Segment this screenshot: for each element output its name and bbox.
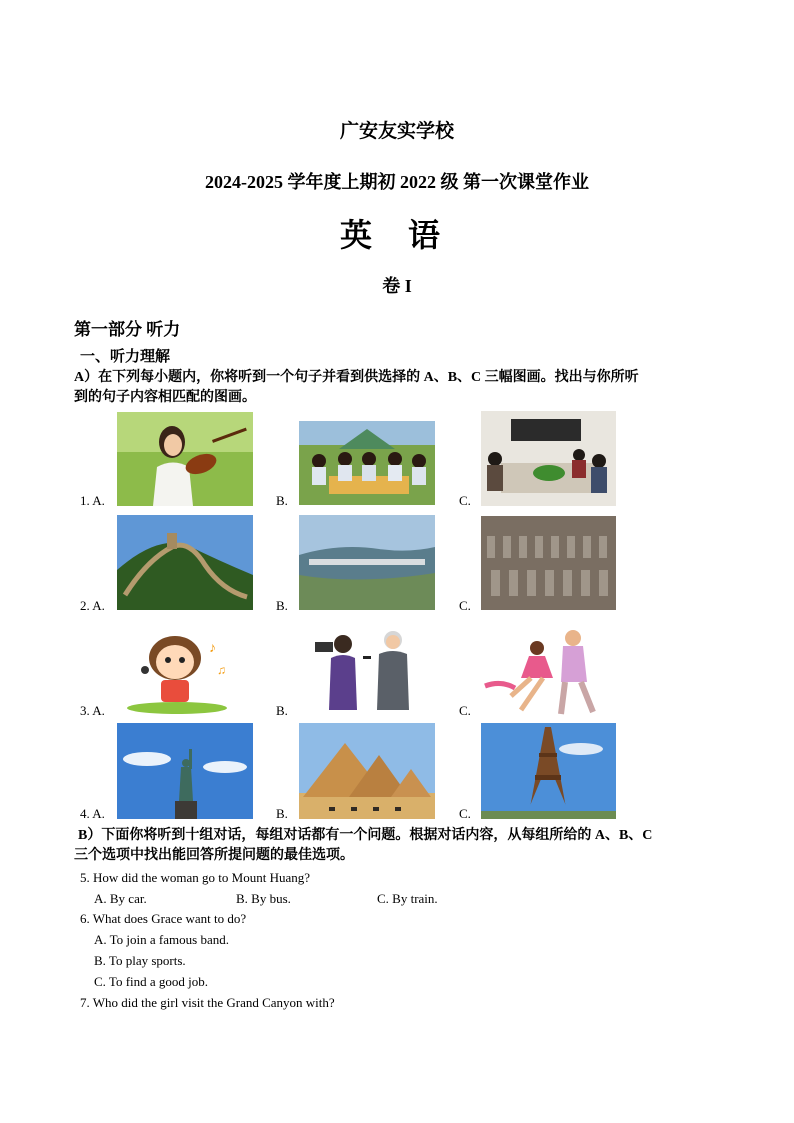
subject-title: 英 语 — [339, 217, 454, 253]
partB-instruction-1: B）下面你将听到十组对话，每组对话都有一个问题。根据对话内容，从每组所给的 A、B、C — [78, 828, 653, 843]
svg-text:♫: ♫ — [217, 663, 226, 677]
q2-label-c: C. — [459, 598, 471, 613]
great-wall-image — [117, 515, 253, 610]
violin-girl-image — [117, 412, 253, 506]
q1-label-b: B. — [276, 493, 288, 508]
q5-option-a: A. By car. — [94, 891, 147, 906]
q5-option-b: B. By bus. — [236, 891, 291, 906]
q4-label-c: C. — [459, 806, 471, 821]
q6-option-c: C. To find a good job. — [94, 974, 209, 989]
q1-label-a: 1. A. — [80, 493, 105, 508]
partB-instruction-2: 三个选项中找出能回答所提问题的最佳选项。 — [74, 848, 354, 863]
statue-of-liberty-image — [117, 723, 253, 819]
q2-label-b: B. — [276, 598, 288, 613]
q2-label-a: 2. A. — [80, 598, 105, 613]
q3-label-c: C. — [459, 703, 471, 718]
eiffel-tower-image — [481, 723, 616, 819]
classroom-meeting-image — [481, 411, 616, 506]
q3-label-b: B. — [276, 703, 288, 718]
section-title: 一、听力理解 — [80, 349, 171, 365]
question-7: 7. Who did the girl visit the Grand Canyon with? — [80, 995, 335, 1010]
q4-label-a: 4. A. — [80, 806, 105, 821]
q6-option-b: B. To play sports. — [94, 953, 186, 968]
dancing-couple-cartoon — [481, 622, 616, 716]
q4-label-b: B. — [276, 806, 288, 821]
assignment-title: 2024-2025 学年度上期初 2022 级 第一次课堂作业 — [205, 172, 589, 192]
children-picnic-image — [299, 421, 435, 505]
question-5: 5. How did the woman go to Mount Huang? — [80, 870, 311, 885]
partA-instruction-2: 到的句子内容相匹配的图画。 — [74, 390, 256, 405]
svg-text:♪: ♪ — [209, 641, 216, 656]
part-title: 第一部分 听力 — [74, 320, 181, 339]
singing-girl-cartoon — [117, 622, 237, 716]
q5-option-c: C. By train. — [377, 891, 438, 906]
interview-cartoon — [313, 618, 427, 714]
three-gorges-dam-image — [299, 515, 435, 610]
pyramids-image — [299, 723, 435, 819]
q6-option-a: A. To join a famous band. — [94, 932, 229, 947]
school-name: 广安友实学校 — [339, 121, 454, 142]
partA-instruction-1: A）在下列每小题内，你将听到一个句子并看到供选择的 A、B、C 三幅图画。找出与你所听 — [74, 370, 639, 385]
question-6: 6. What does Grace want to do? — [80, 911, 247, 926]
q3-label-a: 3. A. — [80, 703, 105, 718]
volume-title: 卷 I — [382, 276, 412, 296]
terracotta-warriors-image — [481, 516, 616, 610]
q1-label-c: C. — [459, 493, 471, 508]
